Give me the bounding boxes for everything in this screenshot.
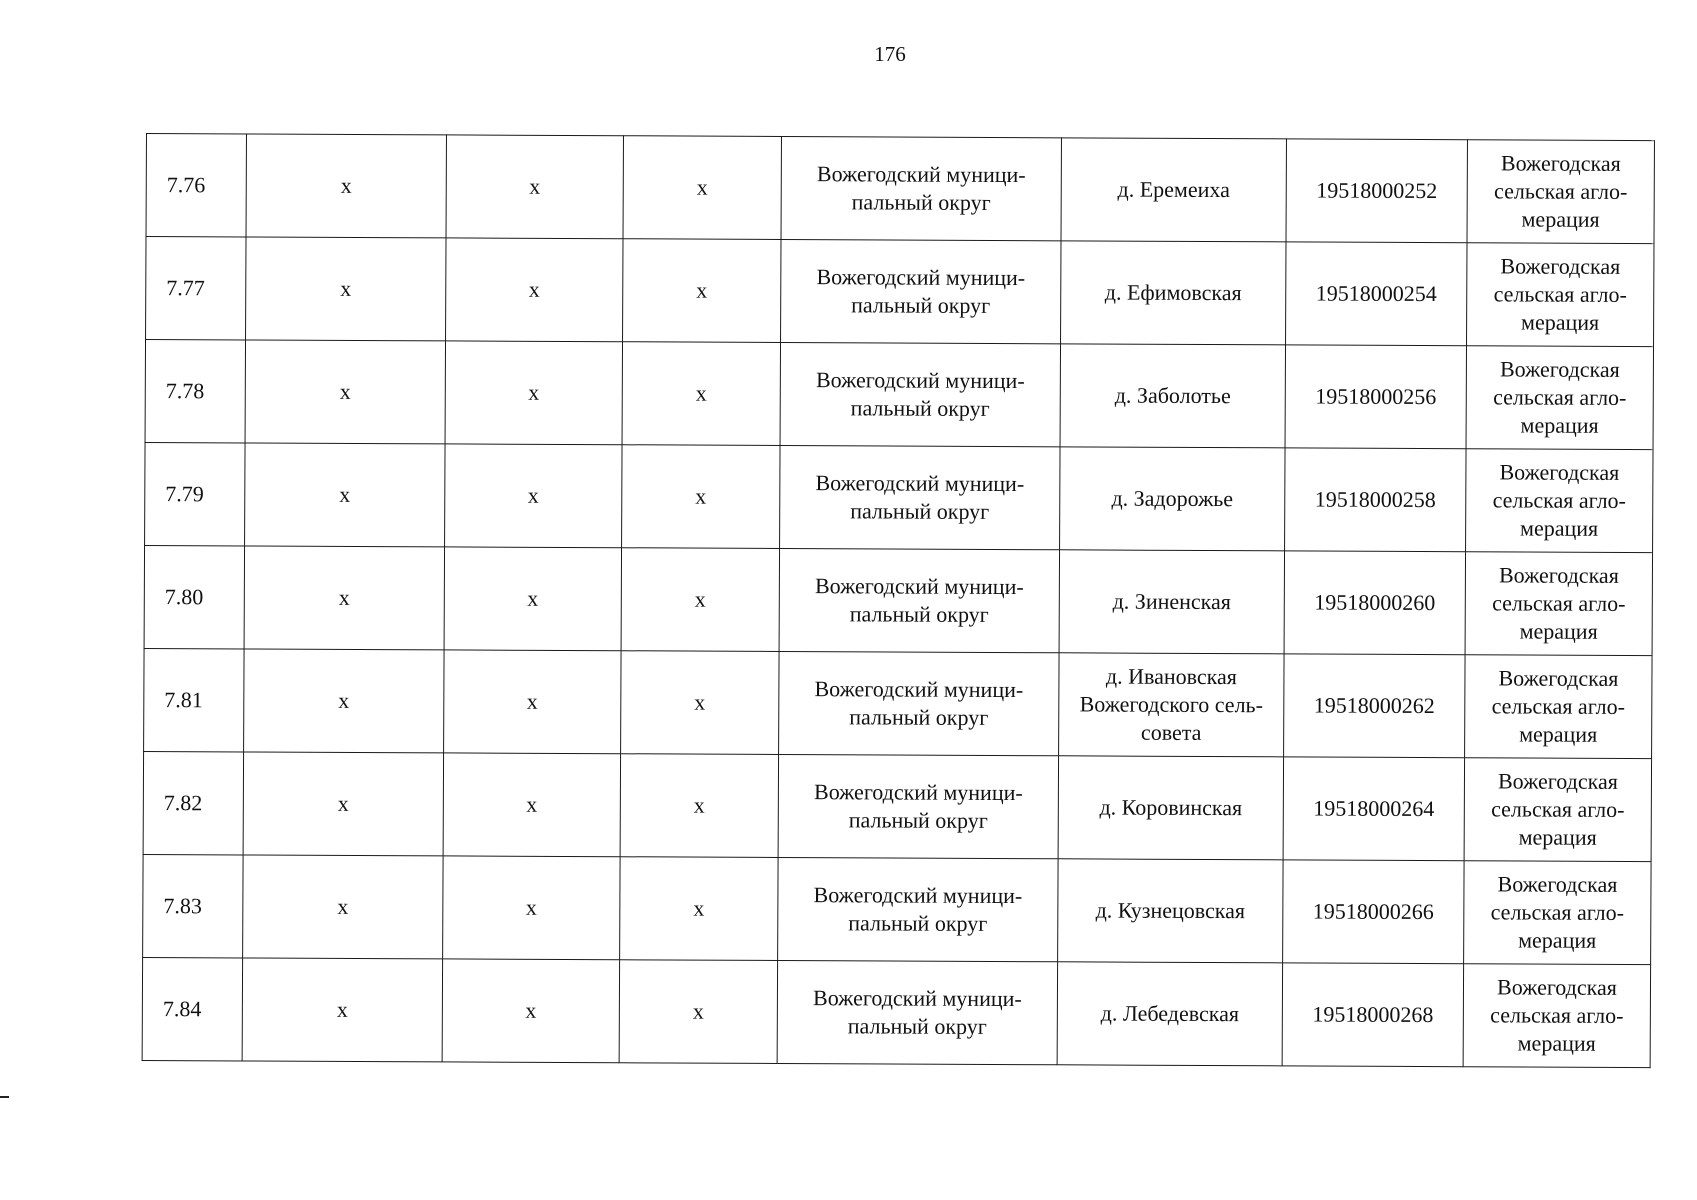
x-mark-cell: x <box>243 752 443 856</box>
agglomeration-cell <box>1467 243 1654 347</box>
x-mark-cell: x <box>246 237 446 341</box>
x-mark-cell: x <box>244 546 444 650</box>
agglomeration-text: Вожегодская сельская агло-мерация <box>1493 356 1627 438</box>
table-row <box>143 751 1651 861</box>
settlement-cell <box>1059 653 1284 757</box>
agglomeration-cell <box>1466 449 1653 553</box>
district-cell <box>781 239 1061 343</box>
district-text: Вожегодский муници-пальный округ <box>814 676 1024 730</box>
agglomeration-text: Вожегодская сельская агло-мерация <box>1490 974 1624 1056</box>
district-cell <box>781 136 1061 240</box>
x-mark-cell: x <box>443 753 620 857</box>
agglomeration-text: Вожегодская сельская агло-мерация <box>1493 253 1627 335</box>
agglomeration-text: Вожегодская сельская агло-мерация <box>1492 459 1626 541</box>
registry-table-body <box>142 134 1654 1068</box>
settlement-cell <box>1057 962 1282 1066</box>
x-mark-cell: x <box>622 445 780 549</box>
settlement-text: д. Еремеиха <box>1117 176 1230 203</box>
x-mark-cell: x <box>245 443 445 547</box>
agglomeration-text: Вожегодская сельская агло-мерация <box>1490 871 1625 953</box>
settlement-cell <box>1061 138 1286 242</box>
settlement-cell <box>1061 241 1286 345</box>
agglomeration-text: Вожегодская сельская агло-мерация <box>1491 768 1625 850</box>
x-mark-cell: x <box>619 960 777 1064</box>
row-number-cell: 7.80 <box>144 545 244 648</box>
agglomeration-text: Вожегодская сельская агло-мерация <box>1494 150 1628 232</box>
oktmo-code-cell: 19518000256 <box>1285 345 1466 449</box>
table-row <box>144 648 1652 758</box>
x-mark-cell: x <box>442 959 619 1063</box>
district-text: Вожегодский муници-пальный округ <box>815 367 1025 421</box>
oktmo-code-cell: 19518000262 <box>1284 654 1465 758</box>
scan-edge-mark <box>0 1096 9 1098</box>
oktmo-code-cell: 19518000260 <box>1284 551 1465 655</box>
agglomeration-cell <box>1466 346 1653 450</box>
table-row <box>144 545 1652 655</box>
district-text: Вожегодский муници-пальный округ <box>814 573 1024 627</box>
table-row <box>143 854 1651 964</box>
x-mark-cell: x <box>623 239 781 343</box>
oktmo-code-cell: 19518000268 <box>1282 963 1463 1067</box>
settlement-text: д. Коровинская <box>1099 794 1243 821</box>
agglomeration-cell <box>1463 964 1650 1068</box>
agglomeration-cell <box>1464 758 1651 862</box>
settlement-cell <box>1058 859 1283 963</box>
row-number-cell: 7.79 <box>145 442 245 545</box>
agglomeration-text: Вожегодская сельская агло-мерация <box>1491 665 1626 747</box>
oktmo-code-cell: 19518000252 <box>1286 139 1467 243</box>
district-cell <box>780 445 1060 549</box>
x-mark-cell: x <box>244 649 444 753</box>
x-mark-cell: x <box>622 342 780 446</box>
settlement-cell <box>1059 550 1284 654</box>
registry-table-container <box>142 133 1654 1068</box>
x-mark-cell: x <box>446 238 623 342</box>
oktmo-code-cell: 19518000264 <box>1283 757 1464 861</box>
row-number-cell: 7.84 <box>142 957 242 1060</box>
district-text: Вожегодский муници-пальный округ <box>815 470 1025 524</box>
district-cell <box>778 754 1058 858</box>
settlement-cell <box>1060 447 1285 551</box>
settlement-cell <box>1060 344 1285 448</box>
row-number-cell: 7.78 <box>145 340 245 443</box>
row-number-cell: 7.83 <box>143 854 243 957</box>
x-mark-cell: x <box>620 754 778 858</box>
oktmo-code-cell: 19518000254 <box>1286 242 1467 346</box>
settlement-text: д. Кузнецовская <box>1095 897 1246 924</box>
x-mark-cell: x <box>245 340 445 444</box>
settlement-text: д. Ивановская Вожегодского сель-совета <box>1079 663 1264 745</box>
x-mark-cell: x <box>242 958 442 1062</box>
row-number-cell: 7.81 <box>144 648 244 751</box>
row-number-cell: 7.77 <box>146 237 246 340</box>
x-mark-cell: x <box>444 650 621 754</box>
agglomeration-cell <box>1464 861 1651 965</box>
agglomeration-cell <box>1465 552 1652 656</box>
district-cell <box>780 342 1060 446</box>
x-mark-cell: x <box>443 856 620 960</box>
district-cell <box>779 548 1059 652</box>
table-row <box>146 134 1654 244</box>
x-mark-cell: x <box>623 136 781 240</box>
agglomeration-cell <box>1465 655 1652 759</box>
district-cell <box>779 651 1059 755</box>
district-text: Вожегодский муници-пальный округ <box>814 779 1023 833</box>
x-mark-cell: x <box>445 444 622 548</box>
district-text: Вожегодский муници-пальный округ <box>816 161 1026 215</box>
settlement-text: д. Лебедевская <box>1100 1000 1240 1027</box>
oktmo-code-cell: 19518000266 <box>1283 860 1464 964</box>
x-mark-cell: x <box>445 341 622 445</box>
x-mark-cell: x <box>621 548 779 652</box>
row-number-cell: 7.82 <box>143 751 243 854</box>
settlement-text: д. Зиненская <box>1112 588 1232 615</box>
x-mark-cell: x <box>621 651 779 755</box>
x-mark-cell: x <box>446 135 623 239</box>
district-text: Вожегодский муници-пальный округ <box>813 985 1022 1039</box>
registry-table <box>142 133 1655 1068</box>
district-text: Вожегодский муници-пальный округ <box>813 882 1023 936</box>
row-number-cell: 7.76 <box>146 134 246 237</box>
district-cell <box>777 960 1057 1064</box>
x-mark-cell: x <box>246 134 446 238</box>
district-cell <box>778 857 1058 961</box>
settlement-cell <box>1058 756 1283 860</box>
x-mark-cell: x <box>444 547 621 651</box>
page-number: 176 <box>874 42 906 66</box>
settlement-text: д. Заболотье <box>1114 382 1231 409</box>
agglomeration-text: Вожегодская сельская агло-мерация <box>1492 562 1626 644</box>
table-row <box>146 237 1654 347</box>
table-row <box>142 957 1650 1067</box>
x-mark-cell: x <box>620 857 778 961</box>
x-mark-cell: x <box>243 855 443 959</box>
oktmo-code-cell: 19518000258 <box>1285 448 1466 552</box>
settlement-text: д. Задорожье <box>1111 485 1234 512</box>
table-row <box>145 442 1653 552</box>
table-row <box>145 340 1653 450</box>
agglomeration-cell <box>1467 140 1654 244</box>
district-text: Вожегодский муници-пальный округ <box>816 264 1026 318</box>
settlement-text: д. Ефимовская <box>1104 279 1242 306</box>
